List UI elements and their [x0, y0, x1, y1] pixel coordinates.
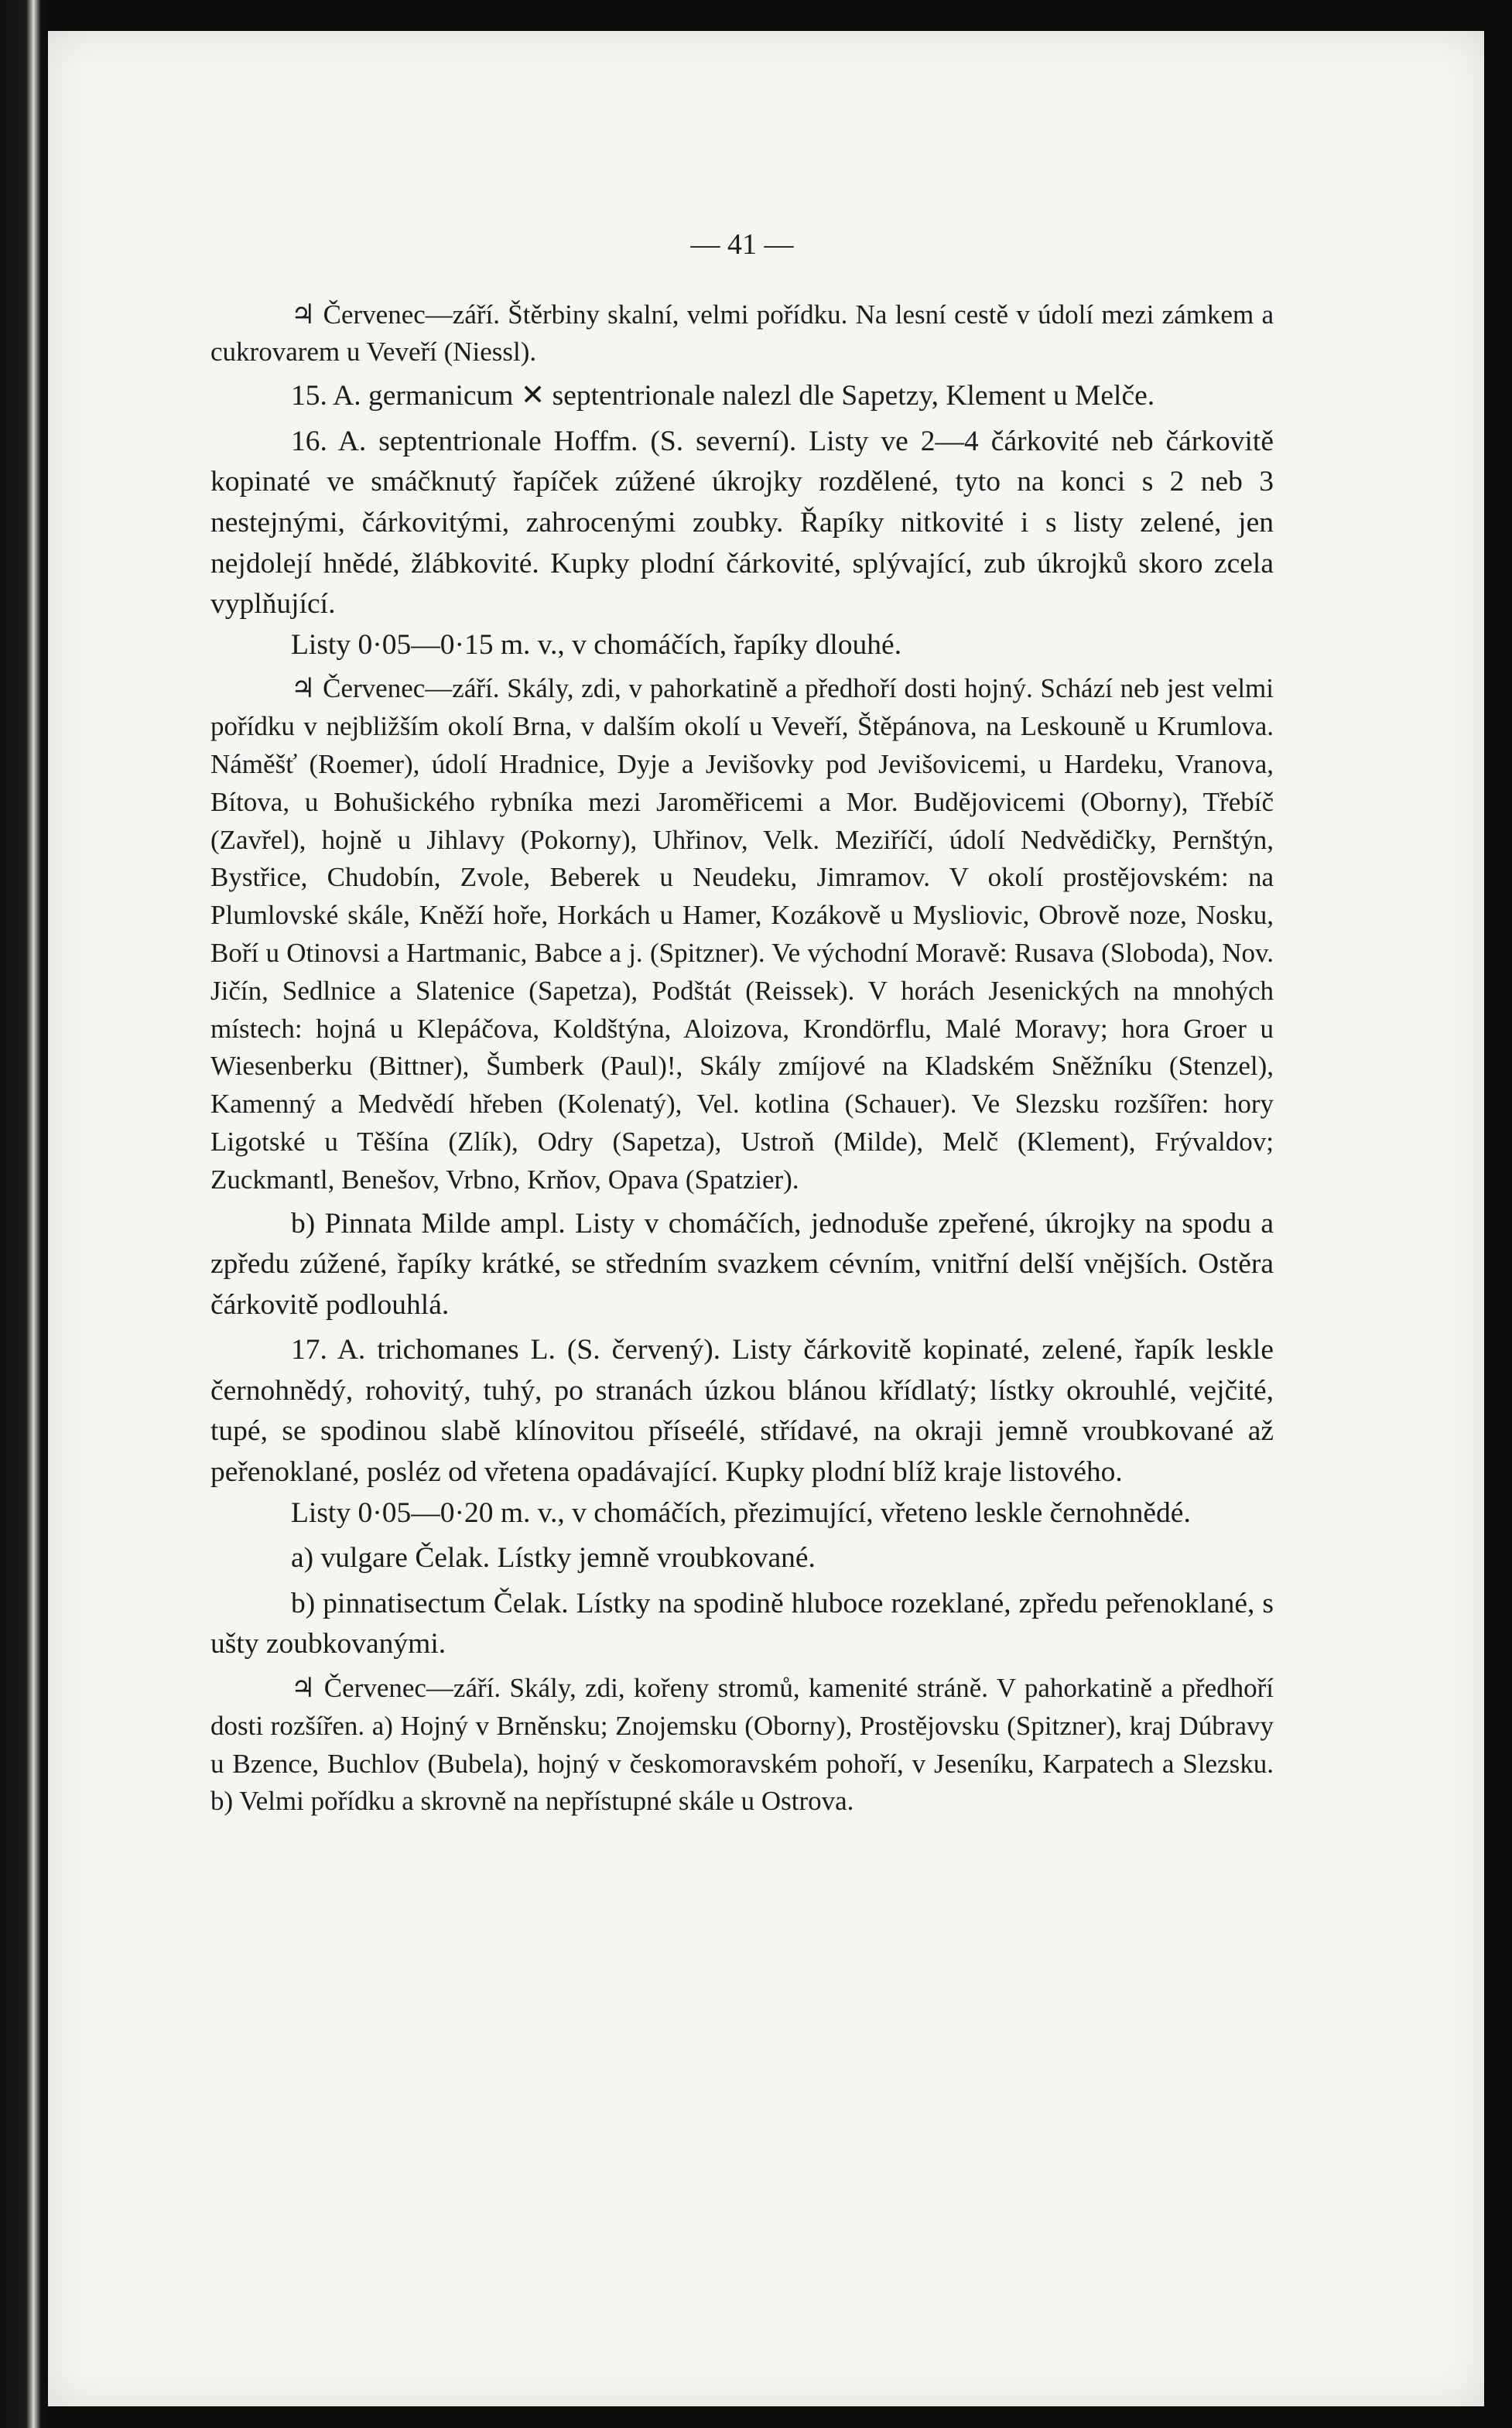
paragraph-7: 17. A. trichomanes L. (S. červený). Listy čárkovitě kopinaté, zelené, řapík leskle černohnědý, rohovitý, tuhý, po stranách úzkou blánou křídlatý; lístky okrouhlé, vejčité, tupé, se spodinou slabě klínovitou příseélé, střídavé, na okraji jemně vroubkované až peřenoklané, posléz od vřetena opadávající. Kupky plodní blíž kraje listového. [210, 1334, 1274, 1489]
paragraph-6: b) Pinnata Milde ampl. Listy v chomáčích, jednoduše zpeřené, úkrojky na spodu a zpředu zúžené, řapíky krátké, se středním svazkem cévním, vnitřní delší vnějších. Ostěra čárkovitě podlouhlá. [210, 1207, 1274, 1321]
paragraph-3: 16. A. septentrionale Hoffm. (S. severní). Listy ve 2—4 čárkovité neb čárkovitě kopinaté ve smáčknutý řapíček zúžené úkrojky rozdělené, tyto na konci s 2 neb 3 nestejnými, čárkovitými, zahrocenými zoubky. Řapíky nitkovité i s listy zelené, jen nejdolejí hnědé, žlábkovité. Kupky plodní čárkovité, splývající, zub úkrojků skoro zcela vyplňující. [210, 425, 1274, 621]
paragraph-4: Listy 0·05—0·15 m. v., v chomáčích, řapíky dlouhé. [291, 628, 902, 661]
page-text [210, 224, 1274, 1821]
paragraph-1: ♃ Červenec—září. Štěrbiny skalní, velmi pořídku. Na lesní cestě v údolí mezi zámkem a cukrovarem u Veveří (Niessl). [210, 299, 1274, 368]
paragraph-5: ♃ Červenec—září. Skály, zdi, v pahorkatině a předhoří dosti hojný. Schází neb jest velmi pořídku v nejbližším okolí Brna, v dalším okolí u Veveří, Štěpánova, na Leskouně u Krumlova. Náměšť (Roemer), údolí Hradnice, Dyje a Jevišovky pod Jevišovicemi, u Hardeku, Vranova, Bítova, u Bohušického rybníka mezi Jaroměřicemi a Mor. Budějovicemi (Oborny), Třebíč (Zavřel), hojně u Jihlavy (Pokorny), Uhřinov, Velk. Meziříčí, údolí Nedvědičky, Pernštýn, Bystřice, Chudobín, Zvole, Beberek u Neudeku, Jimramov. V okolí prostějovském: na Plumlovské skále, Kněží hoře, Horkách u Hamer, Kozákově u Mysliovic, Obrově noze, Nosku, Boří u Otinovsi a Hartmanic, Babce a j. (Spitzner). Ve východní Moravě: Rusava (Sloboda), Nov. Jičín, Sedlnice a Slatenice (Sapetza), Podštát (Reissek). V horách Jesenických na mnohých místech: hojná u Klepáčova, Koldštýna, Aloizova, Krondörflu, Malé Moravy; hora Groer u Wiesenberku (Bittner), Šumberk (Paul)!, Skály zmíjové na Kladském Sněžníku (Stenzel), Kamenný a Medvědí hřeben (Kolenatý), Vel. kotlina (Schauer). Ve Slezsku rozšířen: hory Ligotské u Těšína (Zlík), Odry (Sapetza), Ustroň (Milde), Melč (Klement), Frývaldov; Zuckmantl, Benešov, Vrbno, Krňov, Opava (Spatzier). [210, 673, 1274, 1195]
page-number: — 41 — [690, 228, 794, 261]
paragraph-11: ♃ Červenec—září. Skály, zdi, kořeny stromů, kamenité stráně. V pahorkatině a předhoří dosti rozšířen. a) Hojný v Brněnsku; Znojemsku (Oborny), Prostějovsku (Spitzner), kraj Dúbravy u Bzence, Buchlov (Bubela), hojný v českomoravském pohoří, v Jeseníku, Karpatech a Slezsku. b) Velmi pořídku a skrovně na nepřístupné skále u Ostrova. [210, 1673, 1274, 1817]
paragraph-2: 15. A. germanicum ✕ septentrionale nalezl dle Sapetzy, Klement u Melče. [291, 380, 1155, 412]
book-spine-edge [0, 0, 48, 2428]
paragraph-8: Listy 0·05—0·20 m. v., v chomáčích, přezimující, vřeteno leskle černohnědé. [291, 1496, 1191, 1529]
paragraph-10: b) pinnatisectum Čelak. Lístky na spodině hluboce rozeklané, zpředu peřenoklané, s ušty zoubkovanými. [210, 1587, 1274, 1660]
paragraph-9: a) vulgare Čelak. Lístky jemně vroubkované. [291, 1542, 816, 1575]
